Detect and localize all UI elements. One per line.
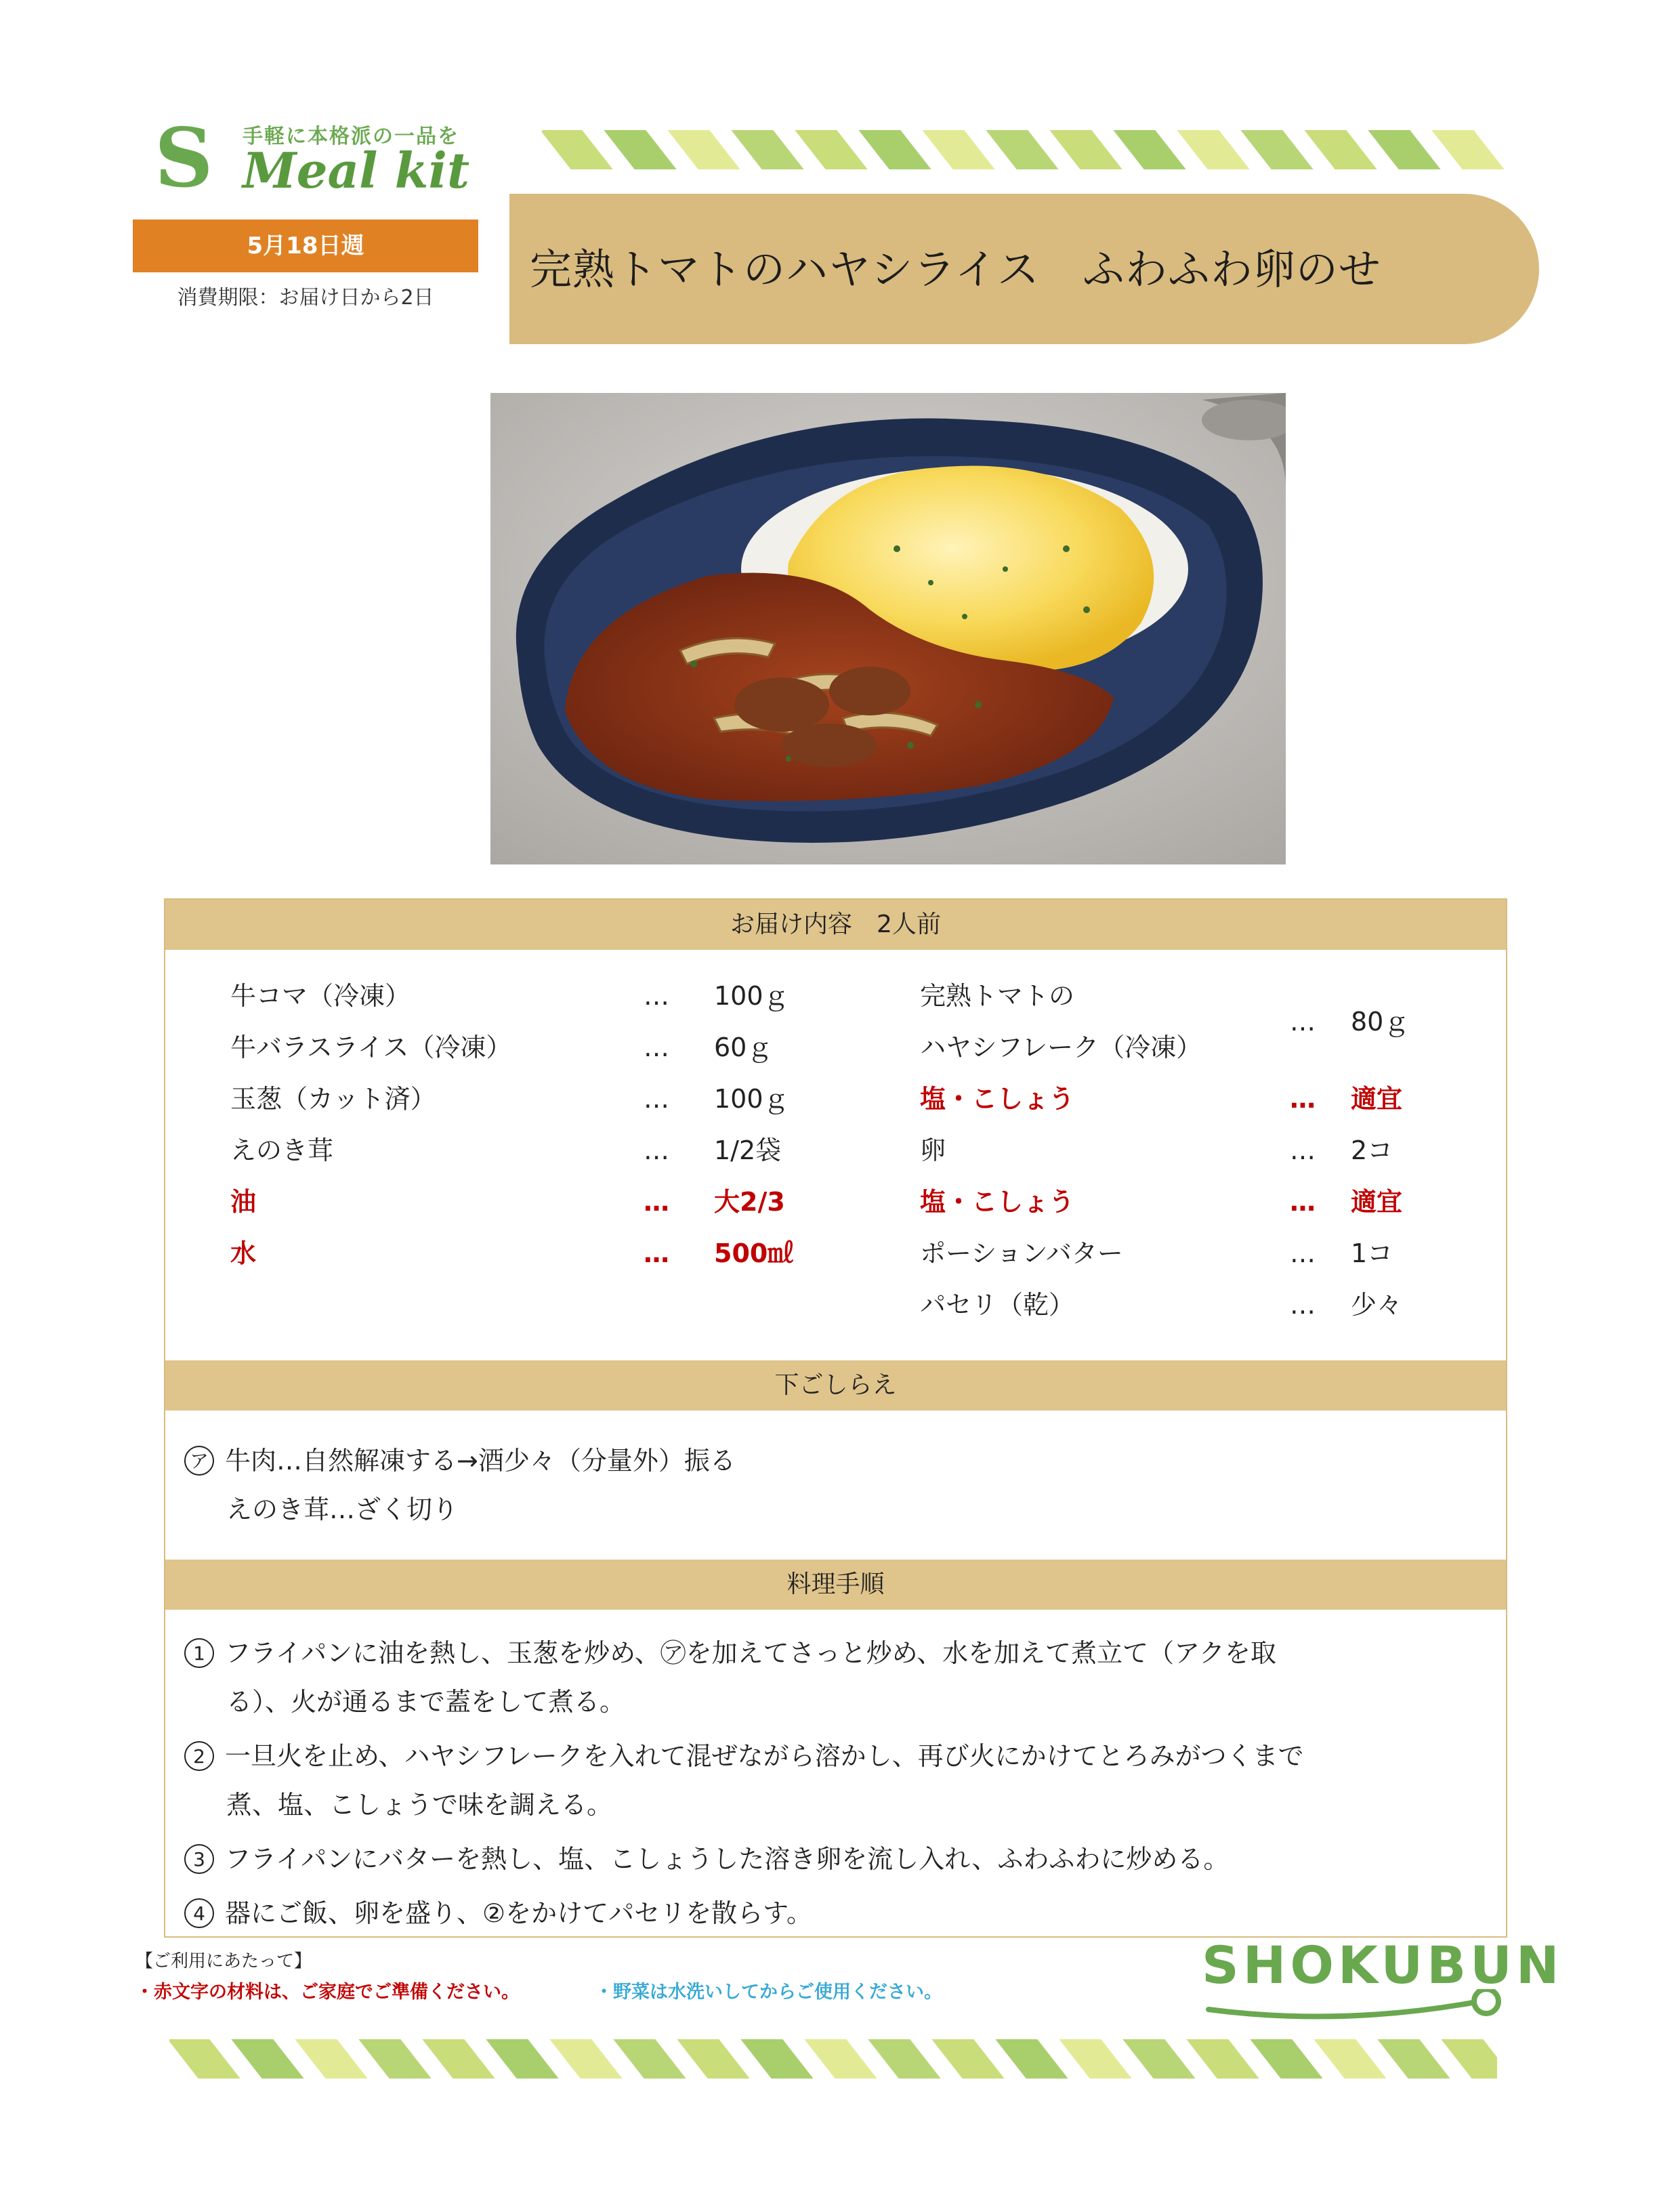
stripe [1113,130,1185,169]
ingredient-row [230,1182,849,1222]
stripe [1186,2039,1259,2079]
recipe-title-banner [509,194,1539,344]
ingredient-name: ポーションバター [920,1238,1123,1268]
prep-line-2: えのき茸…ざく切り [226,1495,459,1524]
ingredient-name: 牛バラスライス（冷凍） [230,1032,512,1062]
logo-wordmark: Meal kit [243,142,470,199]
logo-letter: S [154,110,213,206]
ingredient-qty: 少々 [1351,1290,1403,1320]
ingredient-name: 玉葱（カット済） [230,1084,436,1114]
ingredient-qty: 2コ [1351,1135,1393,1165]
stripe [677,2039,749,2079]
stripe [1240,130,1313,169]
step-text-continued: 煮、塩、こしょうで味を調える。 [226,1790,613,1820]
stripe [1122,2039,1195,2079]
note-home-ingredients: ・赤文字の材料は、ご家庭でご準備ください。 [135,1982,520,2003]
step-text: 一旦火を止め、ハヤシフレークを入れて混ぜながら溶かし、再び火にかけてとろみがつくまで [225,1741,1304,1771]
ingredient-dots: … [1290,1135,1316,1165]
stripe [1177,130,1249,169]
ingredient-qty: 1/2袋 [714,1135,782,1165]
stripe [613,2039,686,2079]
step-text: フライパンに油を熱し、玉葱を炒め、㋐を加えてさっと炒め、水を加えて煮立て（アクを取 [225,1638,1276,1668]
stripe [795,130,867,169]
ingredient-dots: … [1290,1290,1316,1320]
stripe [358,2039,431,2079]
ingredient-dots: … [644,1187,669,1217]
ingredient-name: 牛コマ（冷凍） [230,981,411,1011]
ingredient-qty: 500㎖ [714,1238,794,1268]
stripe [1441,2039,1497,2079]
ingredient-name: 水 [230,1238,257,1268]
stripe [922,130,994,169]
notes-heading: 【ご利用にあたって】 [135,1951,312,1971]
expiry-text: 消費期限：お届け日から2日 [177,286,434,310]
step-line [184,1736,1304,1776]
ingredient-row [920,1285,1486,1325]
stripe [1059,2039,1131,2079]
ingredient-row [920,1182,1486,1222]
recipe-title: 完熟トマトのハヤシライス ふわふわ卵のせ [530,245,1381,294]
ingredient-qty: 80ｇ [1351,1007,1410,1037]
stripe [542,130,613,169]
ingredient-dots: … [1290,1187,1316,1217]
stripe [804,2039,877,2079]
stripe [486,2039,558,2079]
stripe-band-top [542,130,1504,169]
ingredient-qty: 適宜 [1351,1187,1403,1217]
stripe [1431,130,1504,169]
ingredient-row [230,1027,849,1068]
stripe [1304,130,1377,169]
step-line [184,1893,812,1934]
stripe [740,2039,813,2079]
step-number: 2 [184,1741,214,1771]
ingredient-row [230,1233,849,1274]
stripe [858,130,931,169]
step-number: 3 [184,1844,214,1874]
stripe [169,2039,240,2079]
dish-illustration [490,393,1286,864]
ingredients-heading: お届け内容 2人前 [165,900,1506,950]
ingredient-qty: 100ｇ [714,1084,789,1114]
stripe [549,2039,622,2079]
step-line [184,1839,1229,1879]
stripe [931,2039,1004,2079]
ingredient-qty: 大2/3 [714,1187,785,1217]
prep-marker: ア [184,1446,214,1476]
ingredient-dots: … [1290,1007,1316,1037]
ingredient-row [920,1130,1486,1171]
stripe [995,2039,1068,2079]
ingredient-qty: 60ｇ [714,1032,773,1062]
ingredient-name: えのき茸 [230,1135,334,1165]
recipe-card [164,898,1507,1938]
prep-heading: 下ごしらえ [165,1360,1506,1411]
ingredient-name-line2: ハヤシフレーク（冷凍） [920,1032,1202,1062]
ingredient-name: パセリ（乾） [920,1290,1075,1320]
brand-swoosh [1202,1989,1513,2023]
prep-line-1 [184,1440,736,1481]
ingredient-row [920,1079,1486,1119]
steps-heading: 料理手順 [165,1560,1506,1610]
ingredient-qty: 適宜 [1351,1084,1403,1114]
stripe [604,130,676,169]
prep-text-1: 牛肉…自然解凍する→酒少々（分量外）振る [225,1446,736,1476]
ingredient-row [230,1079,849,1119]
ingredient-qty: 100ｇ [714,981,789,1011]
ingredient-name-line1: 完熟トマトの [920,981,1075,1011]
stripe [1314,2039,1386,2079]
brand-wordmark: SHOKUBUN [1202,1935,1563,1995]
ingredient-name: 油 [230,1187,257,1217]
stripe [231,2039,303,2079]
shokubun-logo [1202,1935,1563,2023]
ingredient-dots: … [644,1135,669,1165]
stripe [422,2039,495,2079]
ingredient-row [230,1130,849,1171]
logo-tagline: 手軽に本格派の一品を [243,125,459,148]
stripe [1250,2039,1322,2079]
ingredient-dots: … [644,1084,669,1114]
smeal-kit-logo [154,110,493,206]
ingredient-name: 塩・こしょう [920,1084,1075,1114]
ingredient-row [230,976,849,1016]
stripe [868,2039,940,2079]
ingredient-qty: 1コ [1351,1238,1393,1268]
ingredient-dots: … [1290,1084,1316,1114]
stripe [667,130,740,169]
ingredient-name: 塩・こしょう [920,1187,1075,1217]
stripe [1368,130,1440,169]
stripe [1377,2039,1450,2079]
stripe-band-bottom [169,2039,1497,2079]
ingredient-row [920,1233,1486,1274]
dish-photo [490,393,1286,864]
step-text-continued: る）、火が通るまで蓋をして煮る。 [226,1687,626,1717]
ingredient-name: 卵 [920,1135,946,1165]
step-number: 4 [184,1898,214,1928]
step-text: フライパンにバターを熱し、塩、こしょうした溶き卵を流し入れ、ふわふわに炒める。 [225,1844,1230,1874]
stripe [986,130,1058,169]
note-wash-vegetables: ・野菜は水洗いしてからご使用ください。 [595,1982,942,2003]
stripe [1049,130,1122,169]
ingredient-dots: … [644,1238,669,1268]
step-number: 1 [184,1638,214,1668]
stripe [295,2039,367,2079]
step-text: 器にご飯、卵を盛り、②をかけてパセリを散らす。 [225,1898,813,1928]
stripe [731,130,803,169]
week-badge: 5月18日週 [133,220,478,272]
step-line [184,1633,1276,1673]
ingredient-dots: … [644,981,669,1011]
ingredient-dots: … [1290,1238,1316,1268]
ingredient-dots: … [644,1032,669,1062]
